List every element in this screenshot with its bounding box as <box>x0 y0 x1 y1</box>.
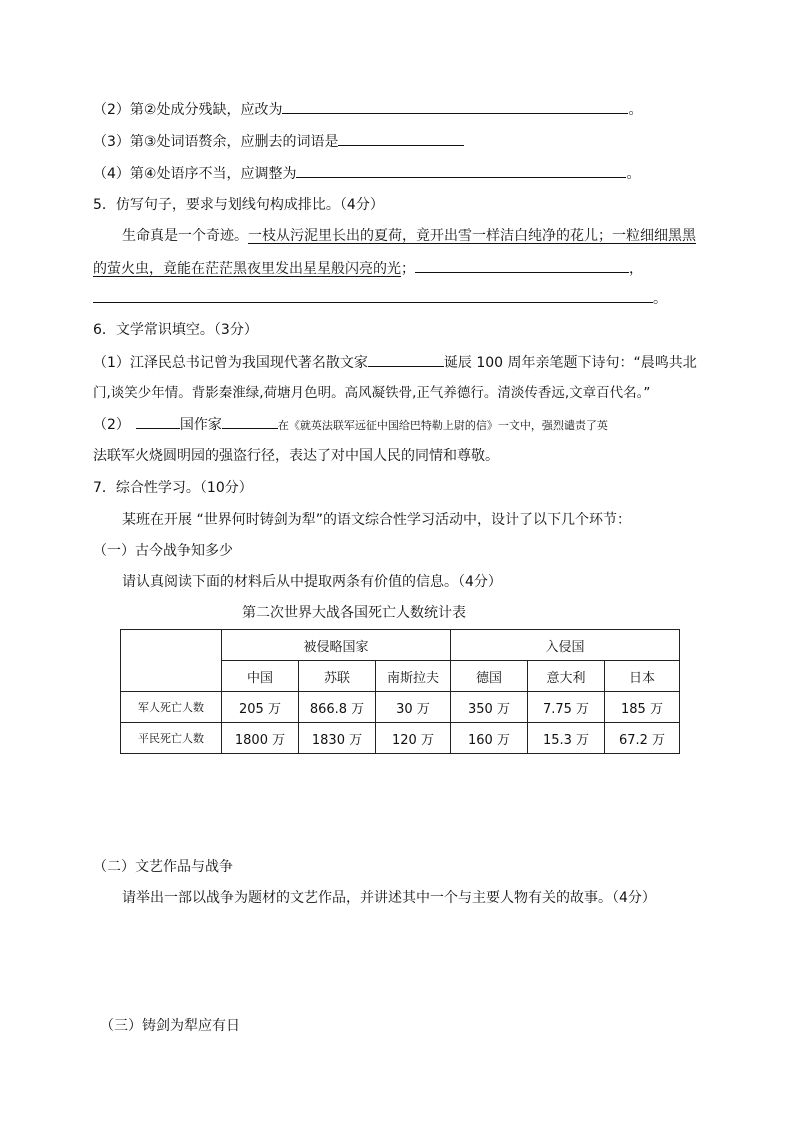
table-header-row <box>121 630 680 661</box>
answer-blank[interactable] <box>222 414 278 429</box>
table-cell: 350 万 <box>451 692 528 723</box>
q4-item-2: （2）第②处成分残缺，应改为 。 <box>93 99 642 120</box>
q4-item-4: （4）第④处语序不当，应调整为 。 <box>93 163 640 184</box>
table-cell: 7.75 万 <box>528 692 605 723</box>
underlined-sentence: 一枝从污泥里长出的夏荷，竟开出雪一样洁白纯净的花儿；一粒细细黑黑 <box>248 228 696 244</box>
country-header: 德国 <box>451 661 528 692</box>
part3-title: （三）铸剑为犁应有日 <box>100 1018 240 1034</box>
answer-blank[interactable] <box>368 352 444 367</box>
table-cell: 30 万 <box>376 692 451 723</box>
answer-blank[interactable] <box>296 163 626 178</box>
q6-item-1-poem: 门,谈笑少年情。背影秦淮绿,荷塘月色明。高风凝铁骨,正气养德行。清淡传香远,文章百代名。” <box>93 385 651 401</box>
group-header-invaded: 被侵略国家 <box>222 630 451 661</box>
part2-instruction: 请举出一部以战争为题材的文艺作品，并讲述其中一个与主要人物有关的故事。（4分） <box>122 890 656 906</box>
table-cell: 120 万 <box>376 723 451 754</box>
answer-blank[interactable] <box>93 288 653 303</box>
q5-title: 5．仿写句子，要求与划线句构成排比。（4分） <box>93 197 384 213</box>
answer-blank[interactable] <box>338 131 464 146</box>
death-statistics-table <box>120 629 680 754</box>
table-cell: 15.3 万 <box>528 723 605 754</box>
group-header-invaders: 入侵国 <box>451 630 680 661</box>
q5-line-1: 生命真是一个奇迹。一枝从污泥里长出的夏荷，竟开出雪一样洁白纯净的花儿；一粒细细黑黑 <box>122 228 696 244</box>
q7-title: 7．综合性学习。（10分） <box>93 480 253 496</box>
q6-item-2: （2） 国作家 在《就英法联军远征中国给巴特勒上尉的信》一文中，强烈谴责了英 <box>93 414 608 436</box>
q5-line-3: 。 <box>93 288 667 309</box>
country-header: 苏联 <box>299 661 376 692</box>
answer-blank[interactable] <box>282 99 628 114</box>
table-cell: 67.2 万 <box>605 723 680 754</box>
row-label: 平民死亡人数 <box>121 723 222 754</box>
table-cell: 866.8 万 <box>299 692 376 723</box>
country-header: 日本 <box>605 661 680 692</box>
underlined-sentence: 的萤火虫，竟能在茫茫黑夜里发出星星般闪亮的光 <box>93 261 401 277</box>
answer-blank[interactable] <box>136 414 180 429</box>
corner-cell <box>121 630 222 692</box>
country-header: 意大利 <box>528 661 605 692</box>
table-cell: 205 万 <box>222 692 299 723</box>
table-cell: 1800 万 <box>222 723 299 754</box>
q6-item-2-cont: 法联军火烧圆明园的强盗行径，表达了对中国人民的同情和尊敬。 <box>93 448 499 464</box>
table-caption: 第二次世界大战各国死亡人数统计表 <box>242 605 466 621</box>
q7-intro: 某班在开展 “世界何时铸剑为犁”的语文综合性学习活动中，设计了以下几个环节： <box>122 512 631 528</box>
part2-title: （二）文艺作品与战争 <box>93 859 233 875</box>
table-row <box>121 723 680 754</box>
table-row <box>121 692 680 723</box>
part1-instruction: 请认真阅读下面的材料后从中提取两条有价值的信息。（4分） <box>122 574 502 590</box>
q5-line-2: 的萤火虫，竟能在茫茫黑夜里发出星星般闪亮的光； ， <box>93 258 643 279</box>
answer-blank[interactable] <box>415 258 629 273</box>
part1-title: （一）古今战争知多少 <box>93 543 233 559</box>
country-header: 中国 <box>222 661 299 692</box>
country-header: 南斯拉夫 <box>376 661 451 692</box>
table-cell: 1830 万 <box>299 723 376 754</box>
q4-item-3: （3）第③处词语赘余，应删去的词语是 <box>93 131 464 152</box>
row-label: 军人死亡人数 <box>121 692 222 723</box>
q6-item-1: （1）江泽民总书记曾为我国现代著名散文家 诞辰 100 周年亲笔题下诗句：“晨鸣共北 <box>93 352 697 373</box>
table-cell: 185 万 <box>605 692 680 723</box>
q6-title: 6．文学常识填空。（3分） <box>93 322 258 338</box>
table-cell: 160 万 <box>451 723 528 754</box>
